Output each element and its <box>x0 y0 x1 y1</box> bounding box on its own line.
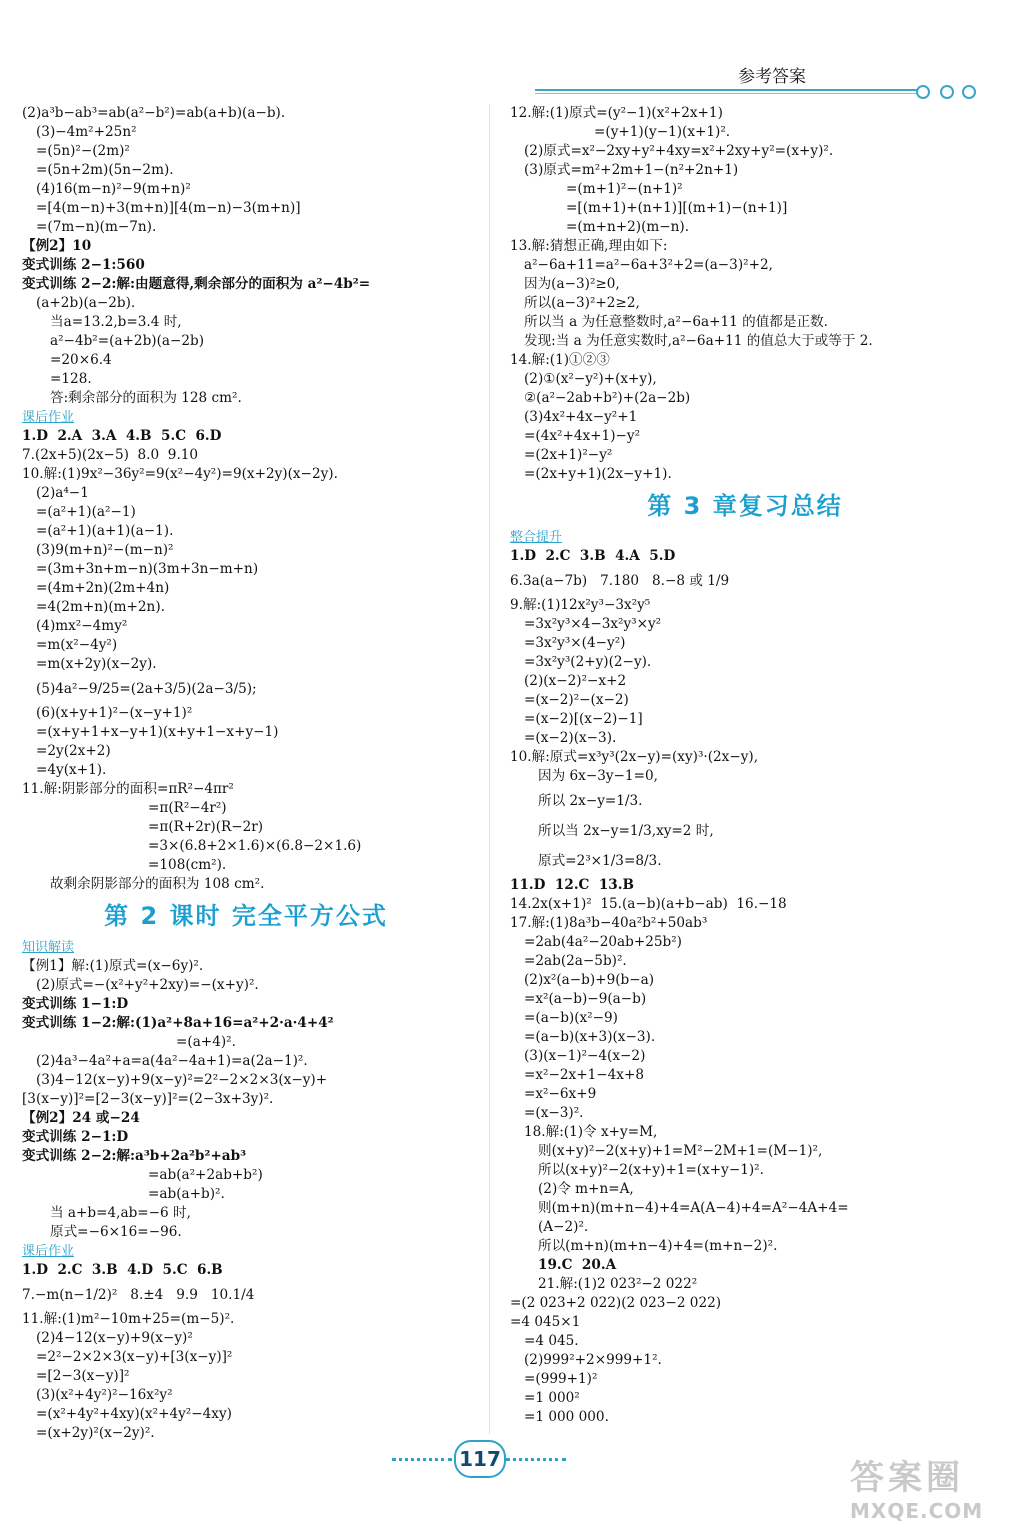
answer-line: =(5n)²−(2m)² <box>36 143 130 159</box>
answer-line: =4(2m+n)(m+2n). <box>36 599 165 615</box>
answer-line: 12.解:(1)原式=(y²−1)(x²+2x+1) <box>510 105 723 121</box>
answer-line: =[(m+1)+(n+1)][(m+1)−(n+1)] <box>566 200 788 216</box>
answer-line: =m(x²−4y²) <box>36 637 118 653</box>
answer-line: 所以当 a 为任意整数时,a²−6a+11 的值都是正数. <box>524 314 828 330</box>
answer-line: 10.解:原式=x³y³(2x−y)=(xy)³·(2x−y), <box>510 749 759 765</box>
page-header-title: 参考答案 <box>738 67 806 87</box>
header-circle-icon <box>962 85 976 99</box>
answer-line: 变式训练 2−2:解:a³b+2a²b²+ab³ <box>22 1148 247 1164</box>
answer-line: (2)999²+2×999+1². <box>524 1352 662 1368</box>
answer-line: =2²−2×2×3(x−y)+[3(x−y)]² <box>36 1349 233 1365</box>
answer-line: =(x²+4y²+4xy)(x²+4y²−4xy) <box>36 1406 232 1422</box>
answer-line: (3)原式=m²+2m+1−(n²+2n+1) <box>524 162 739 178</box>
answer-line: 1.D 2.C 3.B 4.D 5.C 6.B <box>22 1262 223 1278</box>
watermark-site-text: MXQE.COM <box>850 1499 984 1523</box>
answer-line: 故剩余阴影部分的面积为 108 cm². <box>50 876 265 892</box>
answer-line: 17.解:(1)8a³b−40a²b²+50ab³ <box>510 915 708 931</box>
page-number: 117 <box>454 1440 506 1478</box>
answer-line: =(4m+2n)(2m+4n) <box>36 580 170 596</box>
header-rule-thin <box>535 93 920 94</box>
answer-line: =1 000 000. <box>524 1409 609 1425</box>
answer-line: =ab(a²+2ab+b²) <box>148 1167 263 1183</box>
answer-line: =(x+y+1+x−y+1)(x+y+1−x+y−1) <box>36 724 279 740</box>
answer-line: 1.D 2.A 3.A 4.B 5.C 6.D <box>22 428 222 444</box>
answer-line: a²−6a+11=a²−6a+3²+2=(a−3)²+2, <box>524 257 773 273</box>
answer-line: 所以(x+y)²−2(x+y)+1=(x+y−1)². <box>538 1162 764 1178</box>
answer-line: ②(a²−2ab+b²)+(2a−2b) <box>524 390 691 406</box>
answer-line: (3)−4m²+25n² <box>36 124 137 140</box>
answer-line: 因为 6x−3y−1=0, <box>538 768 658 784</box>
answer-line: 答:剩余部分的面积为 128 cm². <box>50 390 242 406</box>
answer-line: (2)(x−2)²−x+2 <box>524 673 627 689</box>
answer-line: =(4x²+4x+1)−y² <box>524 428 641 444</box>
answer-line: 变式训练 2−1:D <box>22 1129 129 1145</box>
answer-line: (3)(x−1)²−4(x−2) <box>524 1048 646 1064</box>
answer-line: 因为(a−3)²≥0, <box>524 276 620 292</box>
answer-line: =3×(6.8+2×1.6)×(6.8−2×1.6) <box>148 838 362 854</box>
section-heading: 第 3 章复习总结 <box>647 492 843 520</box>
answer-line: =(x−2)(x−3). <box>524 730 617 746</box>
watermark <box>850 1450 1020 1530</box>
answer-line: 21.解:(1)2 023²−2 022² <box>538 1276 698 1292</box>
answer-line: 所以 2x−y=1/3. <box>538 793 643 809</box>
answer-line: =π(R²−4r²) <box>148 800 227 816</box>
answer-line: 变式训练 2−1:560 <box>22 257 145 273</box>
answer-line: (2)x²(a−b)+9(b−a) <box>524 972 655 988</box>
answer-line: (2)令 m+n=A, <box>538 1181 634 1197</box>
answer-line: (2)4−12(x−y)+9(x−y)² <box>36 1330 193 1346</box>
answer-line: =(x−2)[(x−2)−1] <box>524 711 643 727</box>
answer-line: (3)9(m+n)²−(m−n)² <box>36 542 174 558</box>
answer-line: =(x+2y)²(x−2y)². <box>36 1425 155 1441</box>
answer-line: 1.D 2.C 3.B 4.A 5.D <box>510 548 676 564</box>
answer-line: 13.解:猜想正确,理由如下: <box>510 238 668 254</box>
answer-line: =(m+n+2)(m−n). <box>566 219 690 235</box>
answer-line: =x²(a−b)−9(a−b) <box>524 991 647 1007</box>
answer-line: =[2−3(x−y)]² <box>36 1368 130 1384</box>
answer-line: =(7m−n)(m−7n). <box>36 219 157 235</box>
answer-line: 所以(a−3)²+2≥2, <box>524 295 640 311</box>
answer-line: (4)mx²−4my² <box>36 618 128 634</box>
answer-line: 当 a+b=4,ab=−6 时, <box>50 1205 191 1221</box>
answer-line: (2)a³b−ab³=ab(a²−b²)=ab(a+b)(a−b). <box>22 105 286 121</box>
answer-line: =(a²+1)(a+1)(a−1). <box>36 523 174 539</box>
answer-line: 所以(m+n)(m+n−4)+4=(m+n−2)². <box>538 1238 778 1254</box>
answer-line: =108(cm²). <box>148 857 227 873</box>
answer-line: =(2 023+2 022)(2 023−2 022) <box>510 1295 722 1311</box>
header-circle-icon <box>940 85 954 99</box>
answer-line: =[4(m−n)+3(m+n)][4(m−n)−3(m+n)] <box>36 200 301 216</box>
answer-line: 所以当 2x−y=1/3,xy=2 时, <box>538 823 714 839</box>
answer-line: 10.解:(1)9x²−36y²=9(x²−4y²)=9(x+2y)(x−2y). <box>22 466 338 482</box>
answer-line: (3)4x²+4x−y²+1 <box>524 409 638 425</box>
subsection-label: 课后作业 <box>22 410 75 425</box>
answer-line: =3x²y³×(4−y²) <box>524 635 626 651</box>
left-column <box>22 104 470 1443</box>
answer-line: [3(x−y)]²=[2−3(x−y)]²=(2−3x+3y)². <box>22 1091 274 1107</box>
answer-line: =4y(x+1). <box>36 762 107 778</box>
answer-line: =3x²y³(2+y)(2−y). <box>524 654 652 670</box>
answer-line: 7.−m(n−1/2)² 8.±4 9.9 10.1/4 <box>22 1287 255 1303</box>
answer-line: =4 045. <box>524 1333 579 1349</box>
answer-line: 原式=2³×1/3=8/3. <box>538 853 662 869</box>
answer-line: =(a−b)(x+3)(x−3). <box>524 1029 656 1045</box>
answer-line: 19.C 20.A <box>538 1257 617 1273</box>
answer-line: (5)4a²−9/25=(2a+3/5)(2a−3/5); <box>36 681 257 697</box>
footer-dots-right <box>506 1458 566 1461</box>
watermark-logo-text: 答案圈 <box>850 1458 964 1498</box>
answer-line: =x²−2x+1−4x+8 <box>524 1067 644 1083</box>
answer-line: =(2x+1)²−y² <box>524 447 613 463</box>
answer-line: 6.3a(a−7b) 7.180 8.−8 或 1/9 <box>510 573 730 589</box>
subsection-label: 课后作业 <box>22 1244 75 1259</box>
answer-line: =(a−b)(x²−9) <box>524 1010 618 1026</box>
answer-line: =ab(a+b)². <box>148 1186 225 1202</box>
answer-line: 【例1】解:(1)原式=(x−6y)². <box>22 958 204 974</box>
answer-line: =128. <box>50 371 92 387</box>
answer-line: 11.D 12.C 13.B <box>510 877 634 893</box>
answer-line: 则(x+y)²−2(x+y)+1=M²−2M+1=(M−1)², <box>538 1143 823 1159</box>
right-column <box>510 104 980 1427</box>
answer-line: =(2x+y+1)(2x−y+1). <box>524 466 672 482</box>
answer-line: =m(x+2y)(x−2y). <box>36 656 157 672</box>
subsection-label: 知识解读 <box>22 940 75 955</box>
answer-line: =π(R+2r)(R−2r) <box>148 819 264 835</box>
answer-line: 变式训练 1−2:解:(1)a²+8a+16=a²+2·a·4+4² <box>22 1015 334 1031</box>
answer-line: 【例2】24 或−24 <box>22 1110 140 1126</box>
subsection-label: 整合提升 <box>510 530 563 545</box>
section-heading: 第 2 课时 完全平方公式 <box>104 902 388 930</box>
answer-line: =2ab(2a−5b)². <box>524 953 627 969</box>
answer-line: =2y(2x+2) <box>36 743 111 759</box>
answer-line: 14.2x(x+1)² 15.(a−b)(a+b−ab) 16.−18 <box>510 896 787 912</box>
answer-line: (6)(x+y+1)²−(x−y+1)² <box>36 705 193 721</box>
header-circle-icon <box>916 85 930 99</box>
answer-line: 18.解:(1)令 x+y=M, <box>524 1124 658 1140</box>
answer-line: =(x−3)². <box>524 1105 584 1121</box>
answer-line: =(5n+2m)(5n−2m). <box>36 162 174 178</box>
answer-line: 则(m+n)(m+n−4)+4=A(A−4)+4=A²−4A+4= <box>538 1200 849 1216</box>
answer-line: =4 045×1 <box>510 1314 581 1330</box>
answer-line: (2)原式=x²−2xy+y²+4xy=x²+2xy+y²=(x+y)². <box>524 143 834 159</box>
header-rule <box>535 89 920 91</box>
answer-line: =(y+1)(y−1)(x+1)². <box>594 124 731 140</box>
answer-line: a²−4b²=(a+2b)(a−2b) <box>50 333 205 349</box>
answer-line: (2)a⁴−1 <box>36 485 89 501</box>
answer-line: (2)原式=−(x²+y²+2xy)=−(x+y)². <box>36 977 259 993</box>
answer-line: =(3m+3n+m−n)(3m+3n−m+n) <box>36 561 259 577</box>
answer-line: =(x−2)²−(x−2) <box>524 692 629 708</box>
answer-line: =(a²+1)(a²−1) <box>36 504 136 520</box>
answer-line: 11.解:(1)m²−10m+25=(m−5)². <box>22 1311 235 1327</box>
answer-line: 发现:当 a 为任意实数时,a²−6a+11 的值总大于或等于 2. <box>524 333 873 349</box>
answer-line: =(a+4)². <box>176 1034 236 1050</box>
footer-dots-left <box>392 1458 452 1461</box>
answer-line: (A−2)². <box>538 1219 589 1235</box>
answer-line: 9.解:(1)12x²y³−3x²y⁵ <box>510 597 651 613</box>
answer-line: (a+2b)(a−2b). <box>36 295 136 311</box>
answer-line: (4)16(m−n)²−9(m+n)² <box>36 181 191 197</box>
answer-line: 变式训练 2−2:解:由题意得,剩余部分的面积为 a²−4b²= <box>22 276 371 292</box>
answer-line: =3x²y³×4−3x²y³×y² <box>524 616 662 632</box>
answer-line: 11.解:阴影部分的面积=πR²−4πr² <box>22 781 234 797</box>
answer-line: (2)①(x²−y²)+(x+y), <box>524 371 657 387</box>
answer-line: 当a=13.2,b=3.4 时, <box>50 314 182 330</box>
answer-line: (3)4−12(x−y)+9(x−y)²=2²−2×2×3(x−y)+ <box>36 1072 328 1088</box>
answer-line: =1 000² <box>524 1390 580 1406</box>
answer-line: (2)4a³−4a²+a=a(4a²−4a+1)=a(2a−1)². <box>36 1053 308 1069</box>
answer-line: 【例2】10 <box>22 238 92 254</box>
answer-line: =(999+1)² <box>524 1371 598 1387</box>
answer-line: (3)(x²+4y²)²−16x²y² <box>36 1387 173 1403</box>
answer-line: 原式=−6×16=−96. <box>50 1224 182 1240</box>
answer-line: 7.(2x+5)(2x−5) 8.0 9.10 <box>22 447 199 463</box>
answer-line: 变式训练 1−1:D <box>22 996 129 1012</box>
answer-line: =2ab(4a²−20ab+25b²) <box>524 934 682 950</box>
column-divider <box>489 104 490 1434</box>
answer-line: 14.解:(1)①②③ <box>510 352 610 368</box>
answer-line: =20×6.4 <box>50 352 112 368</box>
answer-line: =(m+1)²−(n+1)² <box>566 181 683 197</box>
answer-line: =x²−6x+9 <box>524 1086 597 1102</box>
